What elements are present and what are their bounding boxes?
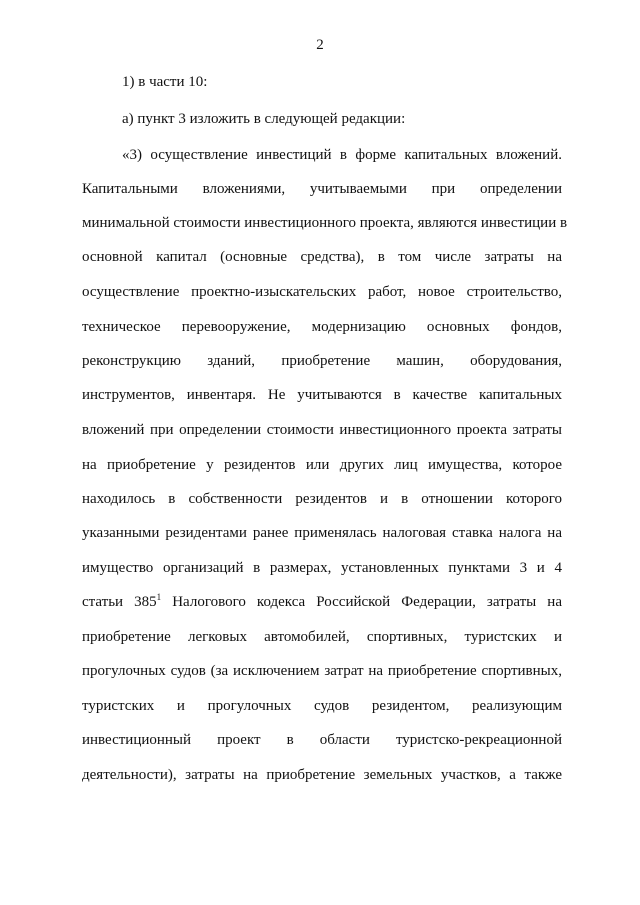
paragraph-line: инструментов, инвентаря. Не учитываются в качестве капитальных <box>82 387 562 403</box>
paragraph-line: реконструкцию зданий, приобретение машин, оборудования, <box>82 353 562 369</box>
paragraph-line: Капитальными вложениями, учитываемыми при определении <box>82 181 562 197</box>
paragraph-line: деятельности), затраты на приобретение земельных участков, а также <box>82 767 562 783</box>
paragraph-line: инвестиционный проект в области туристско-рекреационной <box>82 732 562 748</box>
superscript-mark: 1 <box>156 592 162 602</box>
paragraph-line: техническое перевооружение, модернизацию основных фондов, <box>82 319 562 335</box>
paragraph-line: туристских и прогулочных судов резидентом, реализующим <box>82 698 562 714</box>
paragraph-line: вложений при определении стоимости инвестиционного проекта затраты <box>82 422 562 438</box>
paragraph-line <box>82 592 562 612</box>
paragraph-line: осуществление проектно-изыскательских работ, новое строительство, <box>82 284 562 300</box>
paragraph-line: минимальной стоимости инвестиционного проекта, являются инвестиции в <box>82 215 568 231</box>
page-number: 2 <box>316 37 324 53</box>
paragraph-line: находилось в собственности резидентов и в отношении которого <box>82 491 562 507</box>
paragraph-line: на приобретение у резидентов или других лиц имущества, которое <box>82 457 562 473</box>
paragraph-line: 1) в части 10: <box>122 74 208 90</box>
paragraph-line: указанными резидентами ранее применялась налоговая ставка налога на <box>82 525 562 541</box>
paragraph-line: а) пункт 3 изложить в следующей редакции: <box>122 111 406 127</box>
paragraph-line: имущество организаций в размерах, установленных пунктами 3 и 4 <box>82 560 562 576</box>
paragraph-line: прогулочных судов (за исключением затрат на приобретение спортивных, <box>82 663 562 679</box>
paragraph-line: основной капитал (основные средства), в том числе затраты на <box>82 249 562 265</box>
paragraph-line: приобретение легковых автомобилей, спортивных, туристских и <box>82 629 562 645</box>
paragraph-text: Налогового кодекса Российской Федерации, затраты на <box>172 594 562 610</box>
paragraph-line: «3) осуществление инвестиций в форме капитальных вложений. <box>122 147 562 163</box>
article-reference: статьи $385^1$ <box>82 592 162 610</box>
